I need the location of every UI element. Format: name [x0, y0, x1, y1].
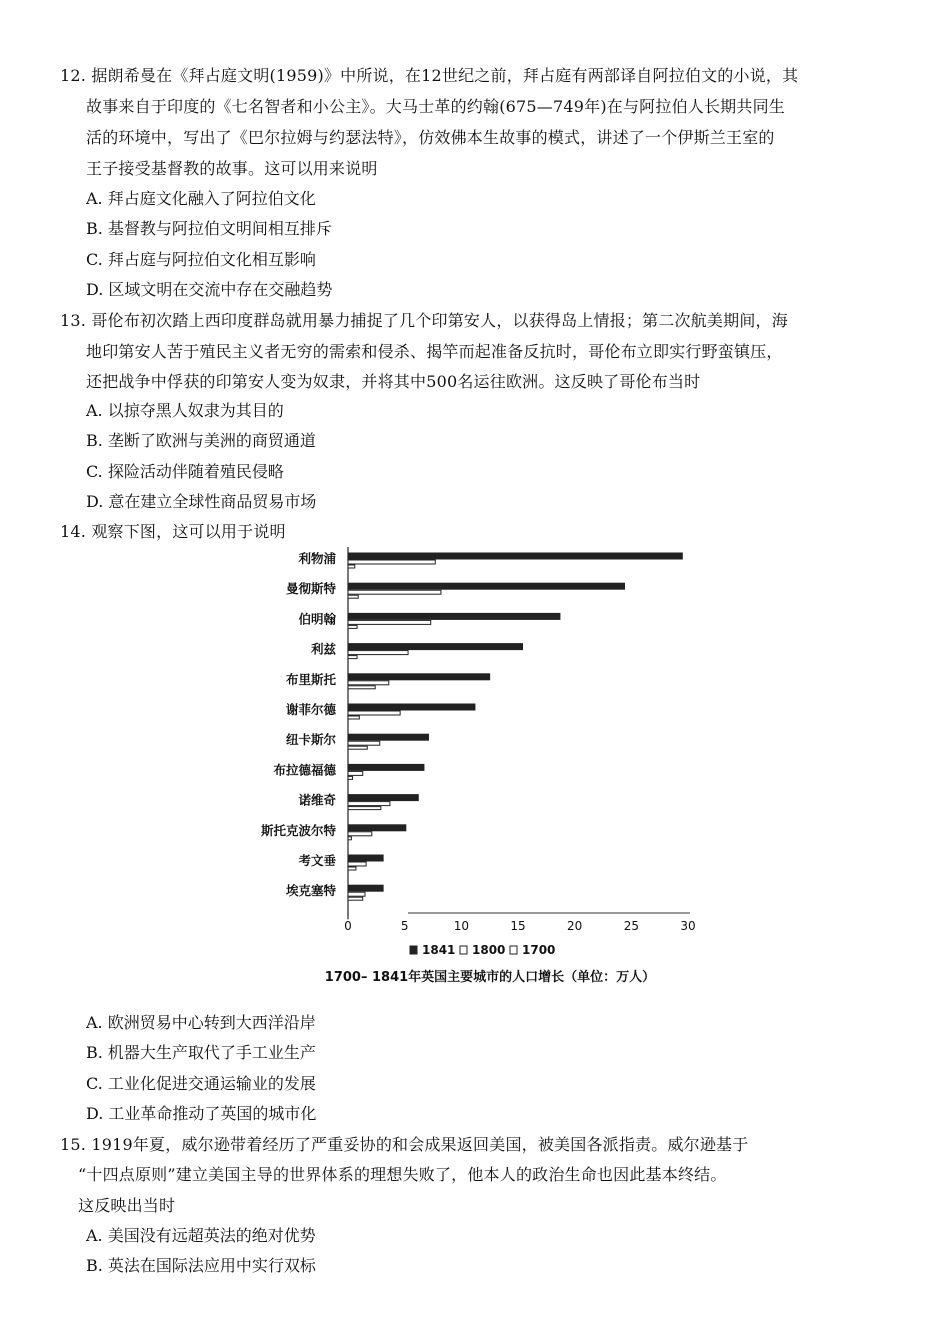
x-tick-label: 15 — [510, 919, 526, 933]
q15-stem-line-3: 这反映出当时 — [78, 1196, 176, 1215]
bar-1700 — [348, 716, 359, 719]
bar-1700 — [348, 746, 367, 749]
q13-stem-line-2: 地印第安人苦于殖民主义者无穷的需索和侵杀、揭竿而起准备反抗时，哥伦布立即实行野蛮镇压， — [86, 342, 783, 361]
bar-1700 — [348, 776, 353, 779]
bar-1841 — [348, 644, 523, 650]
category-label: 布里斯托 — [285, 671, 336, 687]
bar-1700 — [348, 625, 357, 628]
q13-option-c: C. 探险活动伴随着殖民侵略 — [86, 462, 284, 481]
q14-option-b: B. 机器大生产取代了手工业生产 — [86, 1043, 316, 1062]
category-label: 纽卡斯尔 — [285, 732, 336, 748]
q15-option-b: B. 英法在国际法应用中实行双标 — [86, 1256, 316, 1275]
x-tick-label: 20 — [567, 919, 583, 933]
bar-1800 — [348, 741, 380, 745]
bar-1800 — [348, 651, 408, 655]
bar-1841 — [348, 553, 682, 559]
bar-1841 — [348, 734, 428, 740]
q15-option-a: A. 美国没有远超英法的绝对优势 — [86, 1226, 316, 1245]
bar-1841 — [348, 855, 383, 861]
bar-1800 — [348, 711, 400, 715]
category-label: 布拉德福德 — [273, 762, 336, 778]
bar-1800 — [348, 832, 372, 836]
q13-option-a: A. 以掠夺黑人奴隶为其目的 — [86, 401, 284, 420]
category-label: 诺维奇 — [298, 792, 336, 808]
q12-option-d: D. 区域文明在交流中存在交融趋势 — [86, 280, 333, 299]
bar-1800 — [348, 892, 365, 896]
q15-stem-line-2: “十四点原则”建立美国主导的世界体系的理想失败了，他本人的政治生命也因此基本终结。 — [78, 1165, 727, 1184]
q13-stem-line-1: 13. 哥伦布初次踏上西印度群岛就用暴力捕捉了几个印第安人，以获得岛上情报；第二次航美期间，海 — [60, 311, 788, 330]
category-label: 斯托克波尔特 — [260, 822, 336, 838]
bar-1800 — [348, 862, 366, 866]
bar-1700 — [348, 595, 358, 598]
q15-stem-line-1: 15. 1919年夏，威尔逊带着经历了严重妥协的和会成果返回美国，被美国各派指责。威尔逊基于 — [60, 1135, 749, 1154]
bar-1800 — [348, 681, 389, 685]
bar-1800 — [348, 771, 363, 775]
category-label: 伯明翰 — [298, 611, 336, 627]
x-tick-label: 0 — [344, 919, 352, 933]
x-tick-label: 10 — [453, 919, 469, 933]
category-label: 利兹 — [310, 641, 336, 657]
population-bar-chart — [250, 545, 720, 990]
q12-stem-line-2: 故事来自于印度的《七名智者和小公主》。大马士革的约翰(675—749年)在与阿拉伯人长期共同生 — [86, 97, 785, 116]
bar-1700 — [348, 867, 356, 870]
bar-1700 — [348, 565, 355, 568]
q14-option-a: A. 欧洲贸易中心转到大西洋沿岸 — [86, 1013, 316, 1032]
bar-1841 — [348, 885, 383, 891]
q12-stem-line-4: 王子接受基督教的故事。这可以用来说明 — [86, 159, 378, 178]
q14-option-d: D. 工业革命推动了英国的城市化 — [86, 1104, 317, 1123]
bar-1800 — [348, 590, 441, 594]
x-tick-label: 25 — [623, 919, 639, 933]
x-tick-label: 30 — [680, 919, 696, 933]
chart-plot-area — [348, 547, 690, 919]
category-label: 考文垂 — [298, 853, 336, 868]
q13-option-b: B. 垄断了欧洲与美洲的商贸通道 — [86, 431, 316, 450]
bar-1841 — [348, 583, 625, 589]
legend-swatch-1841 — [410, 946, 417, 954]
q14-option-c: C. 工业化促进交通运输业的发展 — [86, 1074, 316, 1093]
bar-1841 — [348, 795, 418, 801]
legend-label-1841: 1841 — [422, 943, 456, 957]
bar-1841 — [348, 674, 490, 680]
legend-label-1800: 1800 — [472, 943, 506, 957]
q14-stem-line-1: 14. 观察下图，这可以用于说明 — [60, 522, 286, 541]
chart-category-labels — [261, 551, 337, 898]
q13-option-d: D. 意在建立全球性商品贸易市场 — [86, 492, 317, 511]
bar-1700 — [348, 837, 351, 840]
category-label: 谢菲尔德 — [285, 702, 336, 717]
bar-1841 — [348, 613, 560, 619]
category-label: 曼彻斯特 — [285, 581, 336, 597]
bar-1841 — [348, 764, 424, 770]
bar-1700 — [348, 686, 375, 689]
q12-option-a: A. 拜占庭文化融入了阿拉伯文化 — [86, 189, 316, 208]
category-label: 埃克塞特 — [285, 883, 336, 899]
q12-option-c: C. 拜占庭与阿拉伯文化相互影响 — [86, 250, 316, 269]
q13-stem-line-3: 还把战争中俘获的印第安人变为奴隶，并将其中500名运往欧洲。这反映了哥伦布当时 — [86, 372, 701, 391]
bar-1700 — [348, 656, 357, 659]
category-label: 利物浦 — [298, 551, 336, 566]
bar-1800 — [348, 802, 390, 806]
bar-1700 — [348, 807, 381, 810]
q12-stem-line-1: 12. 据朗希曼在《拜占庭文明(1959)》中所说，在12世纪之前，拜占庭有两部译自阿拉伯文的小说，其 — [60, 66, 799, 85]
bar-1700 — [348, 897, 363, 900]
legend-swatch-1800 — [460, 946, 467, 954]
bar-1841 — [348, 825, 406, 831]
bar-1800 — [348, 620, 431, 624]
chart-legend — [410, 943, 555, 957]
chart-title: 1700– 1841年英国主要城市的人口增长（单位：万人） — [324, 970, 656, 985]
bar-1800 — [348, 560, 435, 564]
legend-label-1700: 1700 — [522, 943, 556, 957]
q12-option-b: B. 基督教与阿拉伯文明间相互排斥 — [86, 219, 332, 238]
chart-x-ticks — [344, 919, 695, 933]
q12-stem-line-3: 活的环境中，写出了《巴尔拉姆与约瑟法特》，仿效佛本生故事的模式，讲述了一个伊斯兰王室的 — [86, 128, 775, 147]
bar-1841 — [348, 704, 475, 710]
x-tick-label: 5 — [400, 919, 409, 933]
legend-swatch-1700 — [510, 946, 517, 954]
